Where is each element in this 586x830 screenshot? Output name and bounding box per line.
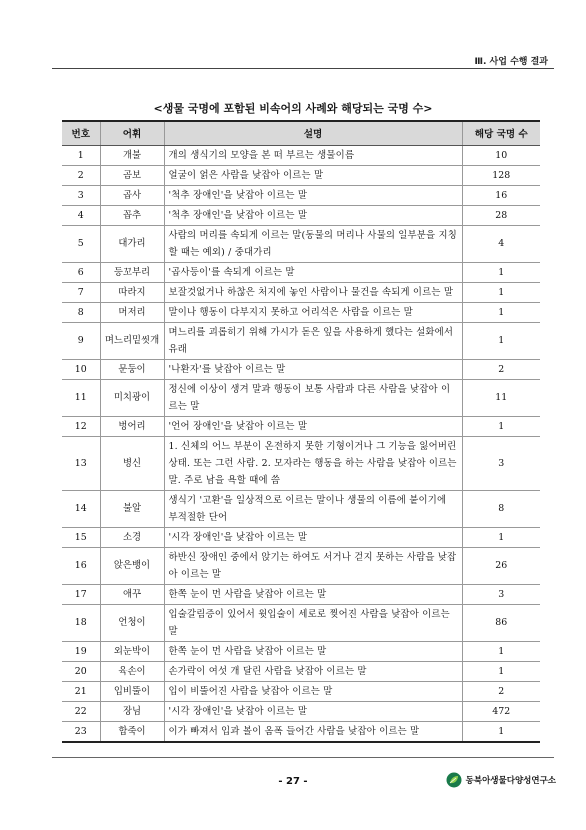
table-row xyxy=(62,681,540,701)
row-word: 개불 xyxy=(100,145,164,165)
row-word: 합죽이 xyxy=(100,721,164,742)
row-count: 3 xyxy=(462,584,540,604)
row-count: 10 xyxy=(462,145,540,165)
row-count: 1 xyxy=(462,262,540,282)
table-row xyxy=(62,359,540,379)
row-word: 미치광이 xyxy=(100,379,164,416)
table-row xyxy=(62,604,540,641)
table-row xyxy=(62,490,540,527)
row-description: '언어 장애인'을 낮잡아 이르는 말 xyxy=(164,416,462,436)
row-number: 15 xyxy=(62,527,100,547)
table-row xyxy=(62,701,540,721)
row-count: 1 xyxy=(462,527,540,547)
row-count: 4 xyxy=(462,225,540,262)
row-word: 등꼬부리 xyxy=(100,262,164,282)
row-count: 2 xyxy=(462,681,540,701)
row-count: 1 xyxy=(462,302,540,322)
table-row xyxy=(62,282,540,302)
row-number: 22 xyxy=(62,701,100,721)
header-divider xyxy=(52,68,554,69)
row-number: 3 xyxy=(62,185,100,205)
row-description: 생식기 '고환'을 일상적으로 이르는 말이나 생물의 이름에 붙이기에 부적절한 단어 xyxy=(164,490,462,527)
table-header-row xyxy=(62,121,540,145)
row-description: '척추 장애인'을 낮잡아 이르는 말 xyxy=(164,205,462,225)
row-count: 128 xyxy=(462,165,540,185)
row-count: 2 xyxy=(462,359,540,379)
row-count: 1 xyxy=(462,661,540,681)
row-description: 1. 신체의 어느 부분이 온전하지 못한 기형이거나 그 기능을 잃어버린 상태. 또는 그런 사람. 2. 모자라는 행동을 하는 사람을 낮잡아 이르는 말. 주로 남을 욕할 때에 씀 xyxy=(164,436,462,490)
organization xyxy=(446,772,556,788)
slang-names-table xyxy=(62,120,540,743)
table-row xyxy=(62,165,540,185)
row-number: 21 xyxy=(62,681,100,701)
row-count: 1 xyxy=(462,721,540,742)
row-description: '나환자'를 낮잡아 이르는 말 xyxy=(164,359,462,379)
row-description: '곱사등이'를 속되게 이르는 말 xyxy=(164,262,462,282)
row-description: 하반신 장애인 중에서 앉기는 하여도 서거나 걷지 못하는 사람을 낮잡아 이르는 말 xyxy=(164,547,462,584)
table-row xyxy=(62,302,540,322)
row-number: 17 xyxy=(62,584,100,604)
row-count: 1 xyxy=(462,322,540,359)
row-description: 얼굴이 얽은 사람을 낮잡아 이르는 말 xyxy=(164,165,462,185)
row-count: 1 xyxy=(462,282,540,302)
row-number: 12 xyxy=(62,416,100,436)
row-word: 곱사 xyxy=(100,185,164,205)
row-word: 따라지 xyxy=(100,282,164,302)
table-row xyxy=(62,262,540,282)
row-word: 입비뚤이 xyxy=(100,681,164,701)
row-count: 1 xyxy=(462,416,540,436)
row-number: 8 xyxy=(62,302,100,322)
table-row xyxy=(62,322,540,359)
table-row xyxy=(62,641,540,661)
row-number: 6 xyxy=(62,262,100,282)
row-number: 7 xyxy=(62,282,100,302)
organization-name: 동북아생물다양성연구소 xyxy=(465,776,556,786)
row-word: 앉은뱅이 xyxy=(100,547,164,584)
table-row xyxy=(62,527,540,547)
table-row xyxy=(62,185,540,205)
header-number: 번호 xyxy=(62,121,100,145)
header-description: 설명 xyxy=(164,121,462,145)
table-row xyxy=(62,436,540,490)
row-word: 장님 xyxy=(100,701,164,721)
row-number: 13 xyxy=(62,436,100,490)
row-description: 이가 빠져서 입과 볼이 옴폭 들어간 사람을 낮잡아 이르는 말 xyxy=(164,721,462,742)
header-word: 어휘 xyxy=(100,121,164,145)
table-row xyxy=(62,416,540,436)
row-number: 16 xyxy=(62,547,100,584)
row-number: 23 xyxy=(62,721,100,742)
row-word: 불알 xyxy=(100,490,164,527)
row-description: 말이나 행동이 다부지지 못하고 어리석은 사람을 이르는 말 xyxy=(164,302,462,322)
row-count: 472 xyxy=(462,701,540,721)
footer-divider xyxy=(52,757,554,758)
row-number: 18 xyxy=(62,604,100,641)
leaf-logo-icon xyxy=(446,772,462,788)
row-word: 대가리 xyxy=(100,225,164,262)
row-count: 8 xyxy=(462,490,540,527)
row-count: 11 xyxy=(462,379,540,416)
row-description: 한쪽 눈이 먼 사람을 낮잡아 이르는 말 xyxy=(164,641,462,661)
row-word: 며느리밑씻개 xyxy=(100,322,164,359)
table-row xyxy=(62,661,540,681)
row-description: 개의 생식기의 모양을 본 떠 부르는 생물이름 xyxy=(164,145,462,165)
row-number: 9 xyxy=(62,322,100,359)
row-description: '척추 장애인'을 낮잡아 이르는 말 xyxy=(164,185,462,205)
table-row xyxy=(62,205,540,225)
row-number: 2 xyxy=(62,165,100,185)
row-number: 20 xyxy=(62,661,100,681)
table-row xyxy=(62,721,540,742)
row-word: 꼽추 xyxy=(100,205,164,225)
row-number: 14 xyxy=(62,490,100,527)
table-caption: <생물 국명에 포함된 비속어의 사례와 해당되는 국명 수> xyxy=(153,102,433,115)
row-description: 입이 비뚤어진 사람을 낮잡아 이르는 말 xyxy=(164,681,462,701)
row-description: 정신에 이상이 생겨 말과 행동이 보통 사람과 다른 사람을 낮잡아 이르는 말 xyxy=(164,379,462,416)
row-word: 곰보 xyxy=(100,165,164,185)
table-row xyxy=(62,379,540,416)
row-description: 손가락이 여섯 개 달린 사람을 낮잡아 이르는 말 xyxy=(164,661,462,681)
row-description: 사람의 머리를 속되게 이르는 말(동물의 머리나 사물의 일부분을 지칭할 때는 예외) / 중대가리 xyxy=(164,225,462,262)
header-count: 해당 국명 수 xyxy=(462,121,540,145)
row-number: 19 xyxy=(62,641,100,661)
row-number: 4 xyxy=(62,205,100,225)
row-word: 애꾸 xyxy=(100,584,164,604)
row-number: 5 xyxy=(62,225,100,262)
row-count: 86 xyxy=(462,604,540,641)
row-description: 보잘것없거나 하찮은 처지에 놓인 사람이나 물건을 속되게 이르는 말 xyxy=(164,282,462,302)
page-number: - 27 - xyxy=(278,776,308,787)
row-word: 문둥이 xyxy=(100,359,164,379)
row-word: 언청이 xyxy=(100,604,164,641)
row-word: 소경 xyxy=(100,527,164,547)
row-count: 28 xyxy=(462,205,540,225)
row-description: 며느리를 괴롭히기 위해 가시가 돋은 잎을 사용하게 했다는 설화에서 유래 xyxy=(164,322,462,359)
table-row xyxy=(62,584,540,604)
row-word: 머저리 xyxy=(100,302,164,322)
table-row xyxy=(62,547,540,584)
table-row xyxy=(62,225,540,262)
row-number: 11 xyxy=(62,379,100,416)
row-number: 10 xyxy=(62,359,100,379)
row-count: 1 xyxy=(462,641,540,661)
row-word: 육손이 xyxy=(100,661,164,681)
row-number: 1 xyxy=(62,145,100,165)
row-description: 한쪽 눈이 먼 사람을 낮잡아 이르는 말 xyxy=(164,584,462,604)
row-count: 16 xyxy=(462,185,540,205)
row-count: 3 xyxy=(462,436,540,490)
table-row xyxy=(62,145,540,165)
row-description: '시각 장애인'을 낮잡아 이르는 말 xyxy=(164,701,462,721)
row-word: 외눈박이 xyxy=(100,641,164,661)
row-description: '시각 장애인'을 낮잡아 이르는 말 xyxy=(164,527,462,547)
row-description: 입술갈림증이 있어서 윗입술이 세로로 찢어진 사람을 낮잡아 이르는 말 xyxy=(164,604,462,641)
section-header: Ⅲ. 사업 수행 결과 xyxy=(474,57,548,67)
row-count: 26 xyxy=(462,547,540,584)
row-word: 벙어리 xyxy=(100,416,164,436)
row-word: 병신 xyxy=(100,436,164,490)
